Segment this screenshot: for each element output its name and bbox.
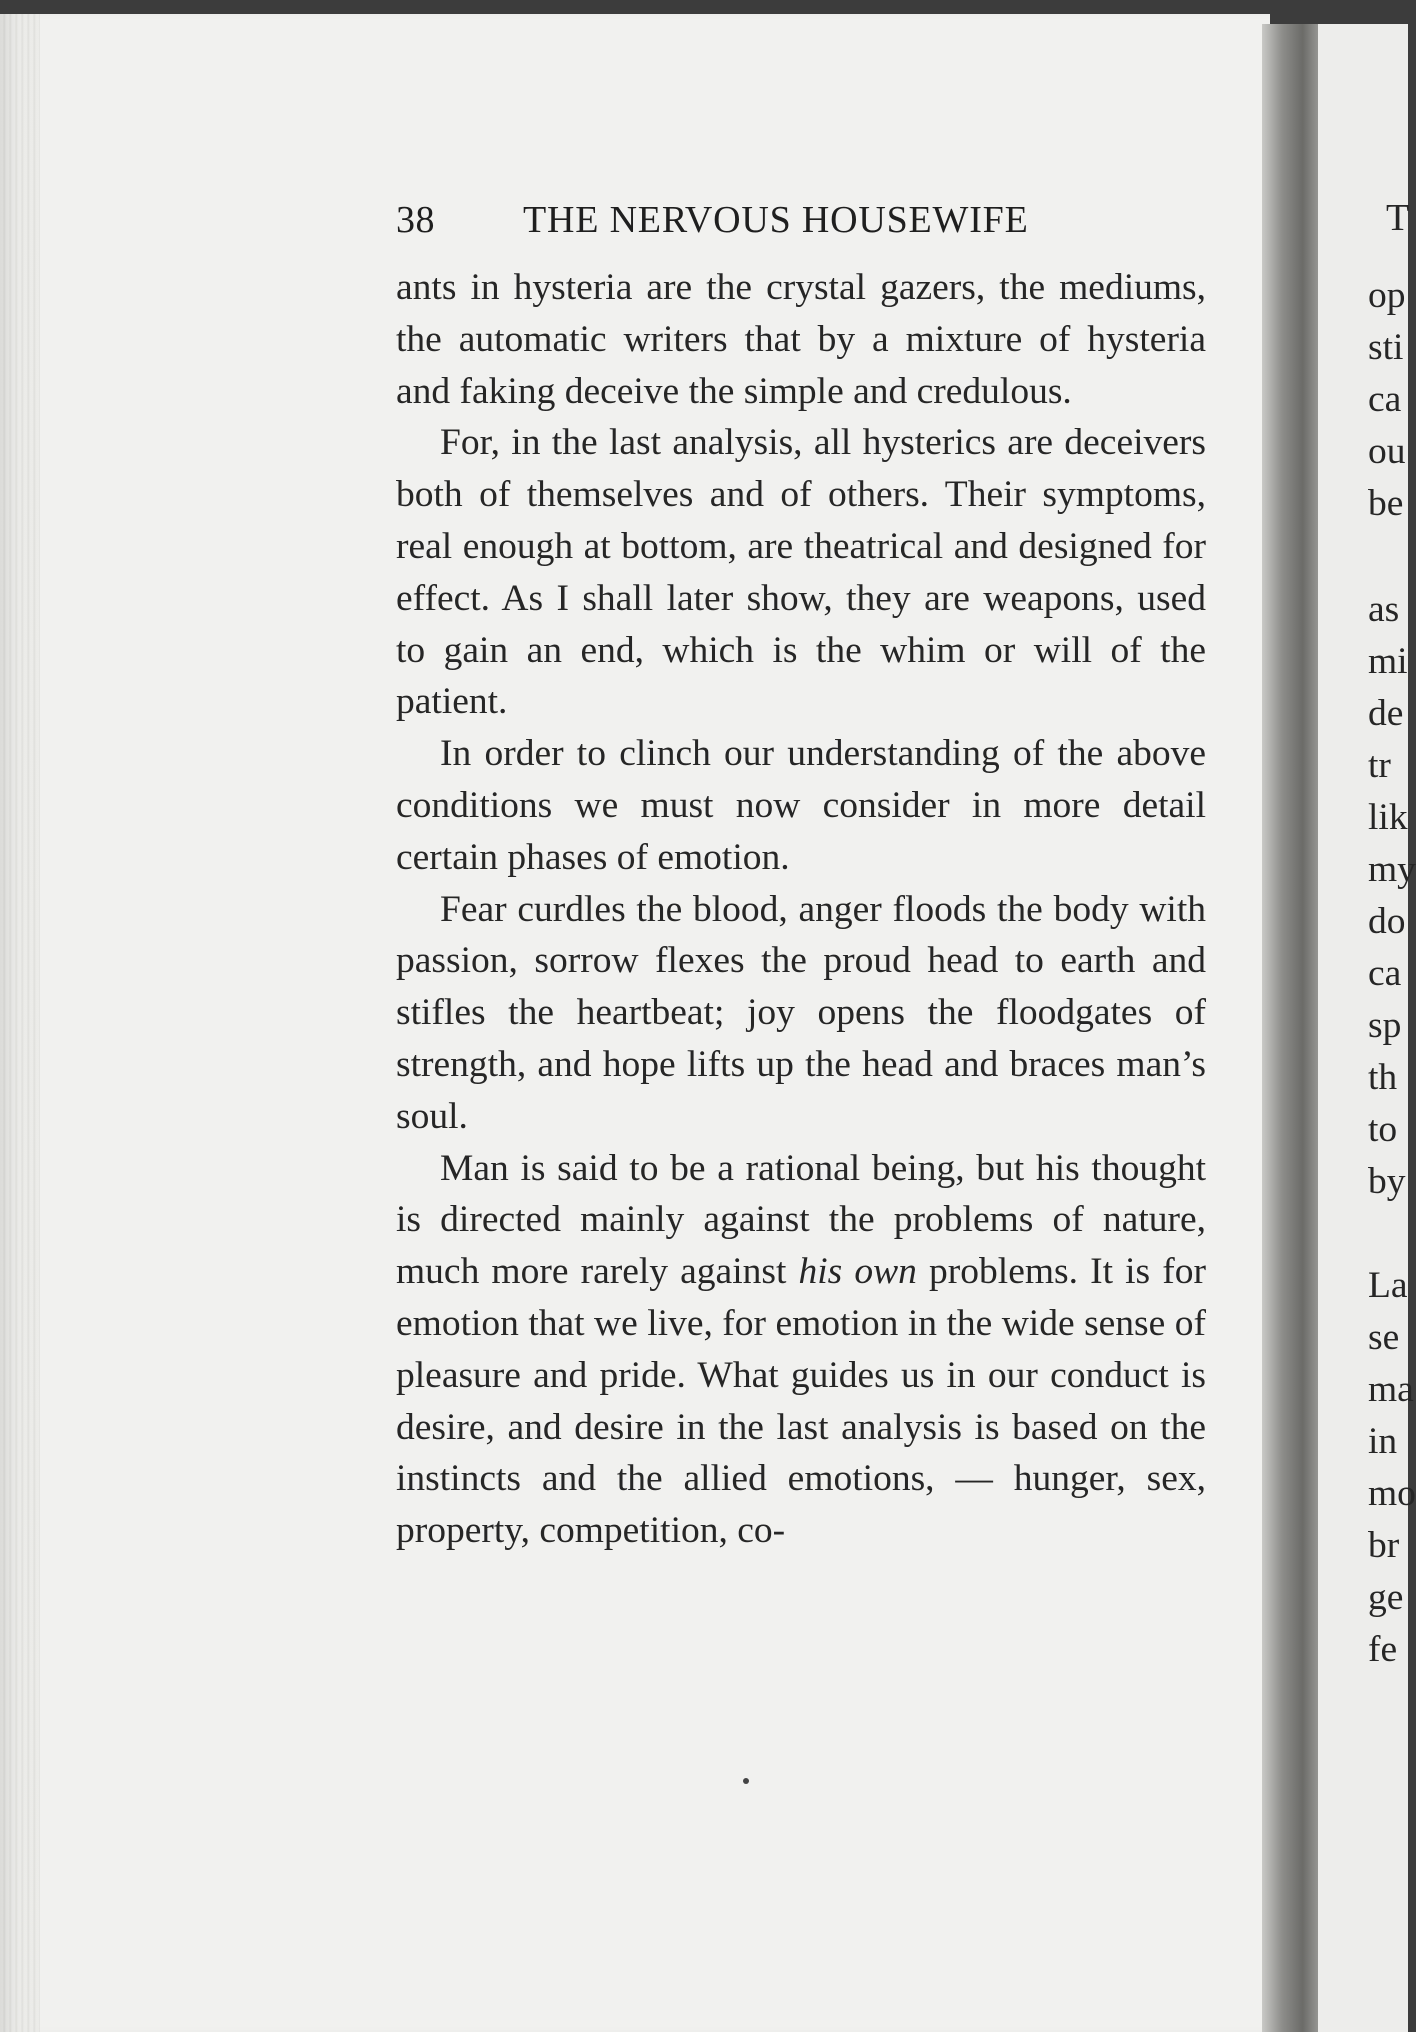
book-title: THE NERVOUS HOUSEWIFE (523, 199, 1029, 241)
paragraph: ants in hysteria are the crystal gazers, the mediums, the automatic writers that by a mixture of hysteria and faking deceive the simple and credulous. (396, 267, 1206, 412)
facing-line-fragment: in (1368, 1421, 1398, 1462)
facing-line-fragment: mi (1368, 641, 1408, 682)
paragraph: For, in the last analysis, all hysterics are deceivers both of themselves and of others. Their symptoms, real enough at bottom, are theatrical and designed for effect. As I shall later show, they are weapons, used to gain an end, which is the whim or will of the patient. (396, 422, 1206, 723)
facing-line-fragment: sp (1368, 1005, 1402, 1046)
facing-line-fragment: La (1368, 1265, 1408, 1306)
facing-line-fragment: mo (1368, 1473, 1416, 1514)
italic-text: his own (798, 1251, 917, 1293)
facing-line-fragment: ma (1368, 1369, 1414, 1410)
facing-line-fragment: as (1368, 589, 1400, 630)
facing-line-fragment: ca (1368, 379, 1402, 420)
book-gutter (1262, 24, 1320, 2032)
page-edge-stack (0, 14, 40, 2032)
facing-line-fragment: ou (1368, 431, 1406, 472)
facing-line-fragment: sti (1368, 327, 1404, 368)
ink-speck (743, 1778, 749, 1784)
facing-line-fragment: to (1368, 1109, 1398, 1150)
running-head (396, 198, 1206, 248)
facing-header-fragment: T (1386, 197, 1410, 239)
facing-page (1318, 24, 1416, 2032)
facing-line-fragment: th (1368, 1057, 1398, 1098)
page-number: 38 (396, 199, 435, 241)
facing-line-fragment: lik (1368, 797, 1408, 838)
facing-line-fragment: de (1368, 693, 1404, 734)
facing-line-fragment: by (1368, 1161, 1406, 1202)
facing-line-fragment: my (1368, 849, 1416, 890)
facing-line-fragment: ge (1368, 1577, 1404, 1618)
paragraph-text: Man is said to be a rational being, but his thought is directed mainly against the problems of nature, much more rarely against (396, 1147, 1206, 1293)
paragraph (396, 1143, 1206, 1557)
facing-line-fragment: be (1368, 483, 1404, 524)
facing-line-fragment: do (1368, 901, 1406, 942)
body-text (396, 262, 1206, 1557)
paragraph: Fear curdles the blood, anger floods the body with passion, sorrow flexes the proud head to earth and stifles the heartbeat; joy opens the floodgates of strength, and hope lifts up the head and braces man’s soul. (396, 888, 1206, 1137)
paragraph: In order to clinch our understanding of the above conditions we must now consider in more detail certain phases of emotion. (396, 733, 1206, 878)
facing-line-fragment: br (1368, 1525, 1400, 1566)
facing-line-fragment: tr (1368, 745, 1391, 786)
paragraph-text: problems. It is for emotion that we live, for emotion in the wide sense of pleasure and pride. What guides us in our conduct is desire, and desire in the last analysis is based on the instincts and the allied emotions, — hunger, sex, property, competition, co- (396, 1251, 1206, 1552)
facing-line-fragment: op (1368, 275, 1406, 316)
facing-line-fragment: se (1368, 1317, 1400, 1358)
facing-line-fragment: ca (1368, 953, 1402, 994)
facing-line-fragment: fe (1368, 1629, 1398, 1670)
